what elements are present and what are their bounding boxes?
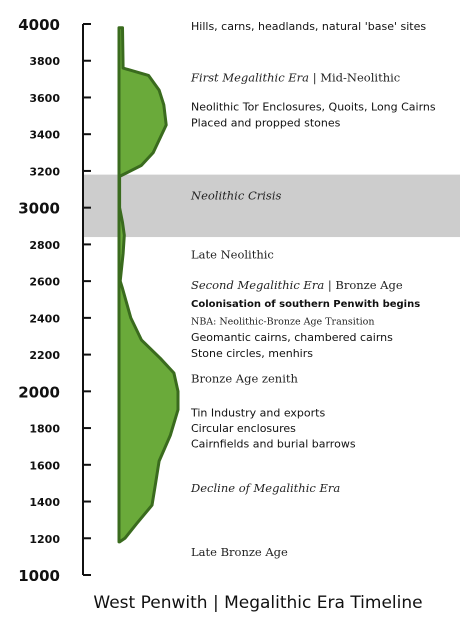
axis-tick-label: 2200 [29, 349, 60, 363]
timeline-annotation [191, 331, 393, 344]
annotation-text: First Megalithic Era [191, 70, 310, 85]
timeline-annotation [191, 248, 274, 262]
axis-tick-label: 1200 [29, 532, 60, 546]
annotation-text: Hills, carns, headlands, natural 'base' sites [191, 19, 427, 33]
axis-tick-label: 3800 [29, 55, 60, 69]
axis-tick-label: 2600 [29, 275, 60, 289]
annotation-text: Neolithic Crisis [191, 188, 282, 203]
axis-tick-label: 1800 [29, 422, 60, 436]
timeline-annotation [190, 481, 340, 495]
year-axis [18, 16, 91, 585]
activity-profile-shape [119, 28, 178, 542]
axis-tick-label: 3600 [29, 91, 60, 105]
annotation-text: Colonisation of southern Penwith begins [191, 299, 421, 311]
diagram-title: West Penwith | Megalithic Era Timeline [93, 593, 423, 613]
annotation-text: | Mid-Neolithic [309, 70, 401, 85]
annotation-text: Placed and propped stones [191, 116, 341, 130]
annotation-text: Second Megalithic Era [191, 277, 325, 292]
timeline-annotation [191, 299, 420, 310]
timeline-annotation [191, 347, 313, 360]
timeline-annotation [191, 317, 374, 328]
axis-tick-label: 1600 [29, 459, 60, 473]
timeline-annotation [191, 371, 298, 385]
timeline-annotation [191, 116, 341, 129]
neolithic-crisis-band [84, 175, 460, 237]
axis-tick-label: 2400 [29, 312, 60, 326]
timeline-annotation [191, 278, 403, 293]
annotation-text: Tin Industry and exports [191, 406, 326, 420]
annotation-text: Cairnfields and burial barrows [191, 437, 356, 451]
axis-tick-label: 1000 [18, 567, 60, 585]
axis-tick-label: 3000 [18, 199, 60, 218]
activity-profile-layer [119, 28, 178, 542]
axis-tick-label: 3200 [29, 165, 60, 179]
axis-tick-label: 3400 [29, 128, 60, 142]
annotation-text: Late Neolithic [191, 247, 274, 262]
annotation-text: Geomantic cairns, chambered cairns [191, 331, 393, 345]
axis-tick-label: 1400 [29, 496, 60, 510]
timeline-annotation [191, 20, 426, 33]
timeline-annotation [191, 545, 288, 559]
annotation-text: Circular enclosures [191, 422, 296, 436]
timeline-annotation [191, 438, 356, 451]
annotation-layer [190, 20, 436, 559]
annotation-text: Stone circles, menhirs [191, 346, 313, 360]
annotation-text: Bronze Age zenith [191, 371, 298, 386]
timeline-annotation [190, 189, 282, 203]
timeline-annotation [190, 406, 325, 419]
annotation-text: Neolithic Tor Enclosures, Quoits, Long Cairns [191, 100, 436, 114]
axis-tick-label: 2000 [18, 383, 60, 402]
annotation-text: Late Bronze Age [191, 545, 288, 560]
axis-tick-label: 2800 [29, 238, 60, 252]
annotation-text: NBA: Neolithic-Bronze Age Transition [191, 316, 375, 328]
timeline-annotation [191, 101, 436, 114]
timeline-annotation [190, 70, 400, 85]
neolithic-crisis-band-layer [84, 175, 460, 237]
annotation-text: | Bronze Age [324, 277, 403, 292]
axis-tick-label: 4000 [18, 16, 60, 34]
annotation-text: Decline of Megalithic Era [191, 480, 341, 495]
timeline-annotation [191, 422, 296, 435]
